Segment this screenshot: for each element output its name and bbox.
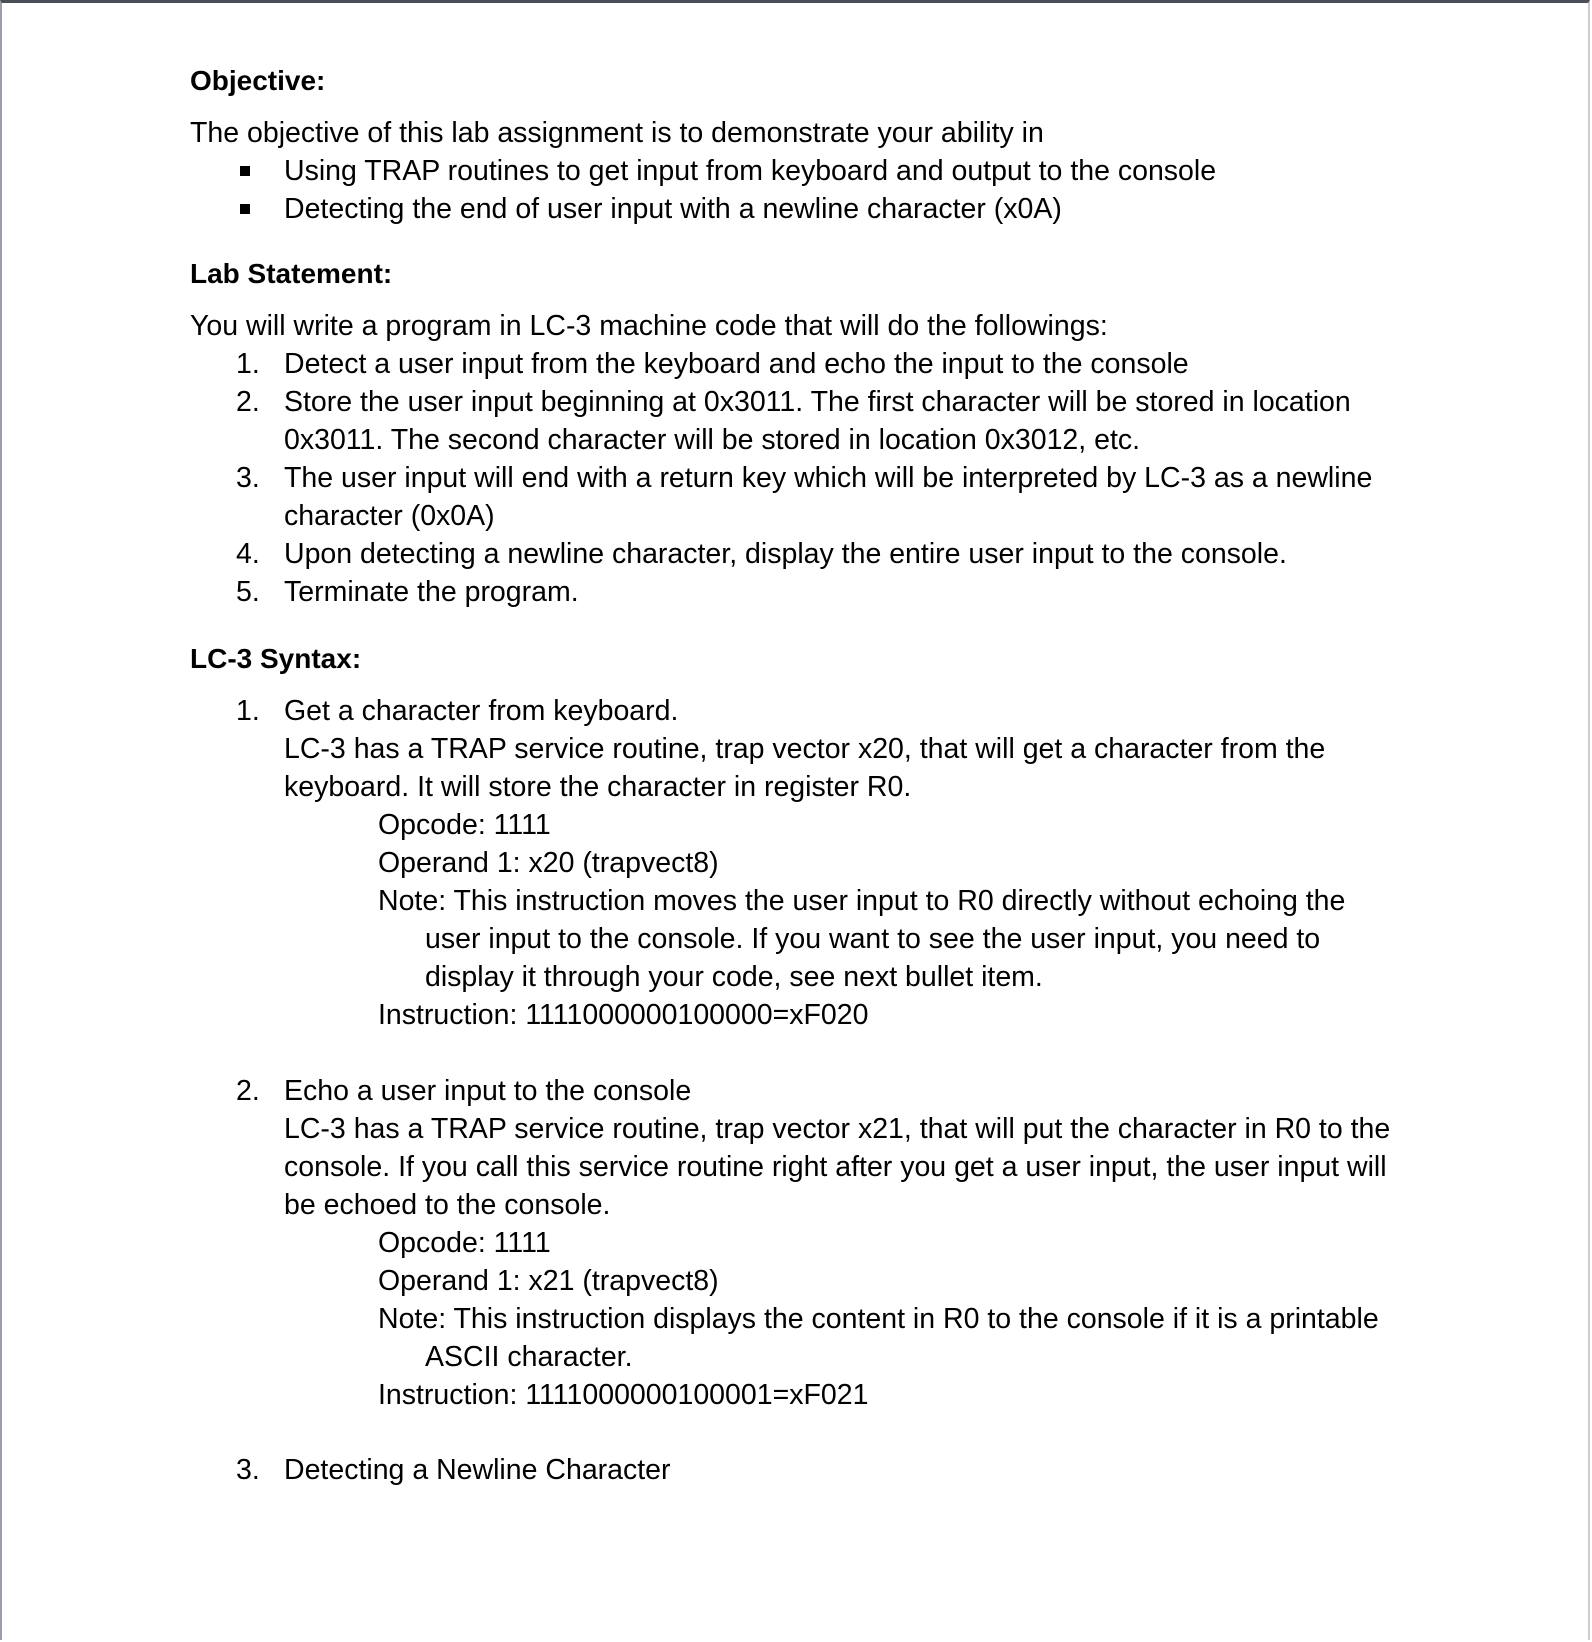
objective-bullet: Using TRAP routines to get input from keyboard and output to the console bbox=[190, 152, 1430, 190]
square-bullet-icon bbox=[240, 204, 250, 214]
note-line: user input to the console. If you want to see the user input, you need to bbox=[425, 923, 1321, 955]
syntax-item: 2. Echo a user input to the console LC-3 has a TRAP service routine, trap vector x21, that will put the character in R0 to the console. If you call this service routine right after you get a user input, the user input will be echoed to the console. bbox=[190, 1072, 1430, 1224]
syntax-item-number: 2. bbox=[236, 1075, 260, 1107]
lab-steps-list bbox=[190, 345, 1430, 611]
lab-step: 3. The user input will end with a return key which will be interpreted by LC-3 as a newline character (0x0A) bbox=[190, 459, 1430, 535]
objective-intro: The objective of this lab assignment is to demonstrate your ability in bbox=[190, 117, 1044, 149]
lab-statement-intro: You will write a program in LC-3 machine code that will do the followings: bbox=[190, 310, 1108, 342]
note-line: ASCII character. bbox=[425, 1341, 633, 1373]
syntax-item-number: 3. bbox=[236, 1454, 260, 1486]
syntax-item-title: Get a character from keyboard. bbox=[284, 695, 679, 727]
step-number: 5. bbox=[236, 576, 260, 608]
objective-bullet-list bbox=[190, 152, 1430, 228]
instruction-line: Instruction: 1111000000100000=xF020 bbox=[378, 999, 869, 1031]
note-line: Note: This instruction displays the content in R0 to the console if it is a printable bbox=[378, 1303, 1379, 1335]
syntax-item-title: Detecting a Newline Character bbox=[284, 1454, 671, 1486]
step-number: 4. bbox=[236, 538, 260, 570]
syntax-list bbox=[190, 1451, 1430, 1489]
opcode-line: Opcode: 1111 bbox=[378, 809, 551, 841]
operand-line: Operand 1: x20 (trapvect8) bbox=[378, 847, 719, 879]
syntax-list bbox=[190, 692, 1430, 806]
operand-line: Operand 1: x21 (trapvect8) bbox=[378, 1265, 719, 1297]
syntax-heading: LC-3 Syntax: bbox=[190, 643, 362, 674]
note-line: display it through your code, see next bullet item. bbox=[425, 961, 1043, 993]
syntax-list bbox=[190, 1072, 1430, 1224]
step-number: 1. bbox=[236, 348, 260, 380]
objective-bullet: Detecting the end of user input with a newline character (x0A) bbox=[190, 190, 1430, 228]
note-line: Note: This instruction moves the user input to R0 directly without echoing the bbox=[378, 885, 1346, 917]
step-number: 3. bbox=[236, 462, 260, 494]
instruction-line: Instruction: 1111000000100001=xF021 bbox=[378, 1379, 869, 1411]
syntax-item-title: Echo a user input to the console bbox=[284, 1075, 692, 1107]
syntax-item-number: 1. bbox=[236, 695, 260, 727]
opcode-line: Opcode: 1111 bbox=[378, 1227, 551, 1259]
lab-statement-heading: Lab Statement: bbox=[190, 258, 393, 289]
document-body bbox=[190, 62, 1430, 1489]
lab-step: 4. Upon detecting a newline character, display the entire user input to the console. bbox=[190, 535, 1430, 573]
syntax-item: 1. Get a character from keyboard. LC-3 has a TRAP service routine, trap vector x20, that will get a character from the keyboard. It will store the character in register R0. bbox=[190, 692, 1430, 806]
lab-step: 5. Terminate the program. bbox=[190, 573, 1430, 611]
step-number: 2. bbox=[236, 386, 260, 418]
square-bullet-icon bbox=[240, 166, 250, 176]
lab-step: 1. Detect a user input from the keyboard and echo the input to the console bbox=[190, 345, 1430, 383]
lab-step: 2. Store the user input beginning at 0x3011. The first character will be stored in location 0x3011. The second character will be stored in location 0x3012, etc. bbox=[190, 383, 1430, 459]
syntax-item bbox=[190, 1451, 1430, 1489]
objective-heading: Objective: bbox=[190, 65, 326, 96]
